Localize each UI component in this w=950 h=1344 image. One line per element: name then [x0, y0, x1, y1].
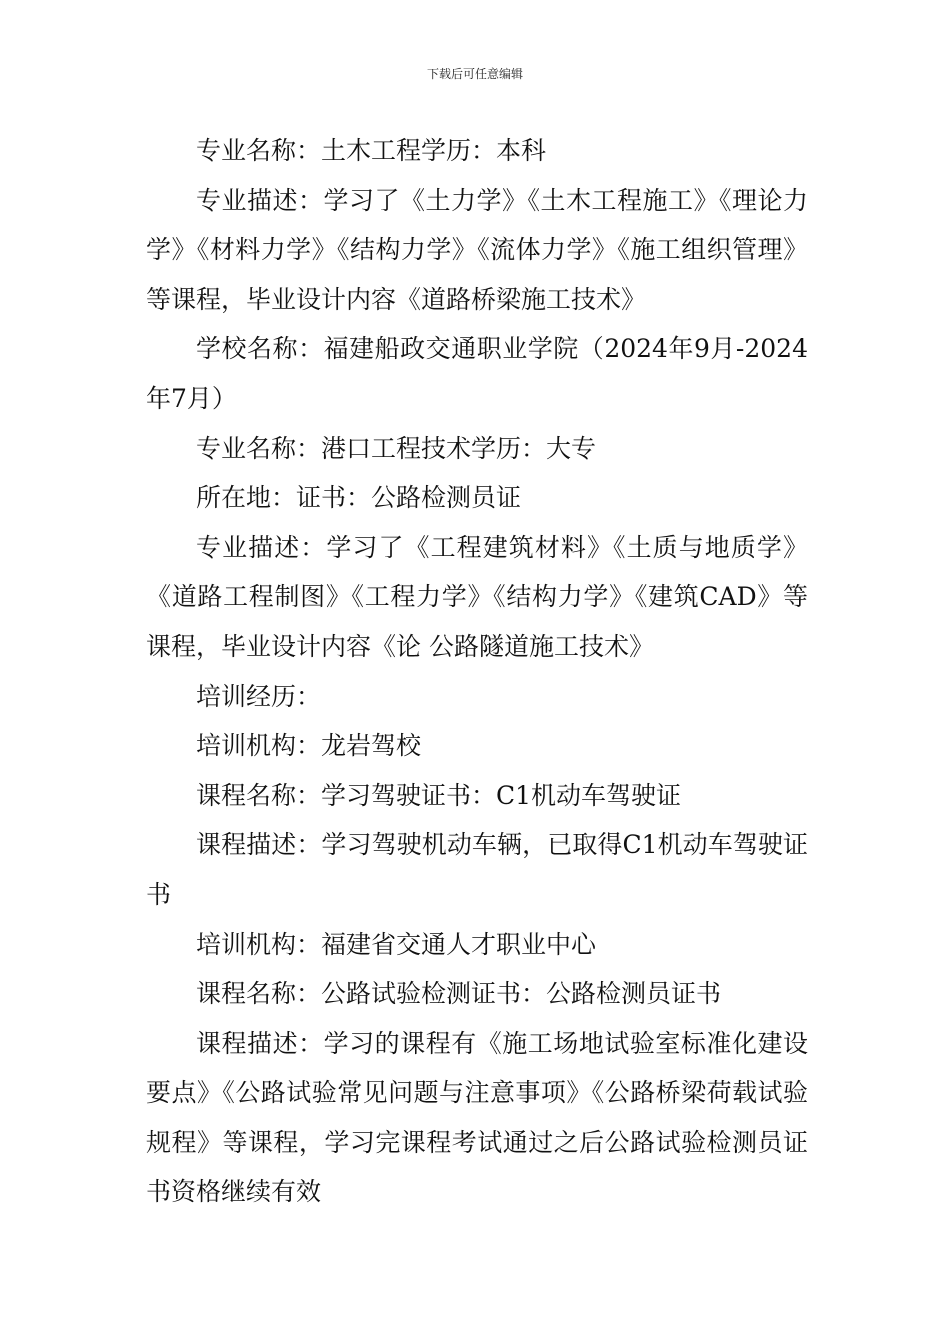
document-body [146, 126, 808, 1217]
paragraph-training-heading: 培训经历： [196, 681, 322, 711]
paragraph-location-certificate: 所在地：证书：公路检测员证 [196, 483, 522, 513]
paragraph-course-name-2: 课程名称：公路试验检测证书：公路检测员证书 [196, 979, 722, 1009]
paragraph-training-org-2: 培训机构：福建省交通人才职业中心 [196, 929, 597, 959]
page-header: 下载后可任意编辑 [426, 67, 523, 81]
paragraph-course-name-1: 课程名称：学习驾驶证书：C1机动车驾驶证 [196, 780, 682, 810]
paragraph-major-name-civil: 专业名称：土木工程学历：本科 [196, 136, 547, 165]
paragraph-major-name-port: 专业名称：港口工程技术学历：大专 [196, 433, 597, 463]
paragraph-major-description-port: 专业描述：学习了《工程建筑材料》《土质与地质学》《道路工程制图》《工程力学》《结构力学》《建筑CAD》等课程，毕业设计内容《论 公路隧道施工技术》 [146, 532, 808, 661]
paragraph-training-org-1: 培训机构：龙岩驾校 [196, 731, 422, 761]
paragraph-course-description-2: 课程描述：学习的课程有《施工场地试验室标准化建设要点》《公路试验常见问题与注意事项》《公路桥梁荷载试验规程》等课程，学习完课程考试通过之后公路试验检测员证书资格继续有效 [146, 1028, 808, 1207]
paragraph-major-description-civil: 专业描述：学习了《土力学》《土木工程施工》《理论力学》《材料力学》《结构力学》《流体力学》《施工组织管理》等课程，毕业设计内容《道路桥梁施工技术》 [146, 185, 808, 314]
paragraph-course-description-1: 课程描述：学习驾驶机动车辆，已取得C1机动车驾驶证书 [146, 830, 808, 909]
paragraph-school-name: 学校名称：福建船政交通职业学院（2024年9月-2024年7月） [146, 334, 808, 413]
